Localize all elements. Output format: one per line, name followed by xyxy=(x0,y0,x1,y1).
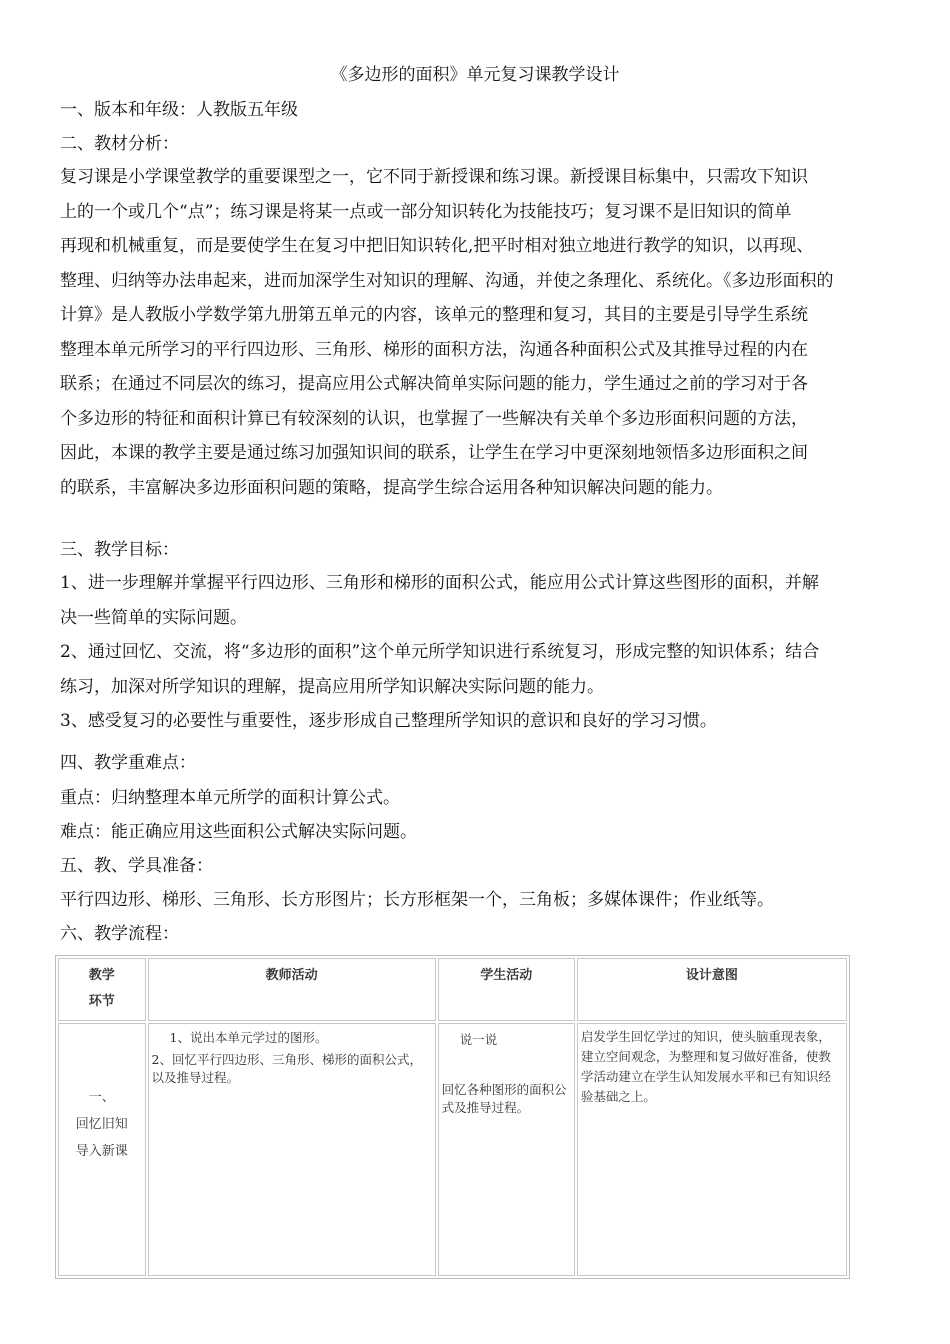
section-flow-heading: 六、教学流程： xyxy=(60,924,179,944)
stage-cell xyxy=(58,1023,146,1276)
key-point: 重点：归纳整理本单元所学的面积计算公式。 xyxy=(60,788,400,808)
analysis-paragraph xyxy=(60,160,896,505)
section-edition: 一、版本和年级：人教版五年级 xyxy=(60,100,298,120)
difficult-point: 难点：能正确应用这些面积公式解决实际问题。 xyxy=(60,822,417,842)
design-intent-cell xyxy=(577,1023,847,1276)
analysis-line: 再现和机械重复，而是要使学生在复习中把旧知识转化,把平时相对独立地进行教学的知识，以再现、 xyxy=(60,236,814,256)
goal-line: 2、通过回忆、交流，将“多边形的面积”这个单元所学知识进行系统复习，形成完整的知识体系；结合 xyxy=(60,642,820,662)
header-stage-line: 环节 xyxy=(88,994,115,1009)
student-activity-item: 回忆各种图形的面积公式及推导过程。 xyxy=(441,1082,567,1115)
goal-line: 决一些简单的实际问题。 xyxy=(60,607,247,628)
goals-paragraph xyxy=(60,566,896,739)
goal-line: 1、进一步理解并掌握平行四边形、三角形和梯形的面积公式，能应用公式计算这些图形的面积，并解 xyxy=(60,573,819,593)
goal-line: 3、感受复习的必要性与重要性，逐步形成自己整理所学知识的意识和良好的学习习惯。 xyxy=(60,711,717,731)
section-analysis-heading: 二、教材分析： xyxy=(60,134,179,154)
analysis-line: 计算》是人教版小学数学第九册第五单元的内容，该单元的整理和复习，其目的主要是引导学生系统 xyxy=(60,305,808,325)
section-materials-heading: 五、教、学具准备： xyxy=(60,856,213,876)
table-header-row xyxy=(58,958,847,1021)
header-intent: 设计意图 xyxy=(577,958,847,1021)
teaching-flow-table xyxy=(55,955,850,1279)
header-student: 学生活动 xyxy=(438,958,575,1021)
header-stage xyxy=(58,958,146,1021)
teacher-activity-cell xyxy=(148,1023,436,1276)
section-goals-heading: 三、教学目标： xyxy=(60,540,179,560)
analysis-line: 因此，本课的教学主要是通过练习加强知识间的联系，让学生在学习中更深刻地领悟多边形面积之间 xyxy=(60,443,808,463)
student-activity-cell xyxy=(438,1023,575,1276)
analysis-line: 复习课是小学课堂教学的重要课型之一，它不同于新授课和练习课。新授课目标集中，只需攻下知识 xyxy=(60,167,808,187)
header-teacher: 教师活动 xyxy=(148,958,436,1021)
analysis-line: 整理本单元所学习的平行四边形、三角形、梯形的面积方法，沟通各种面积公式及其推导过程的内在 xyxy=(60,339,808,360)
analysis-line: 联系；在通过不同层次的练习，提高应用公式解决简单实际问题的能力，学生通过之前的学习对于各 xyxy=(60,374,808,394)
analysis-line: 上的一个或几个“点”；练习课是将某一点或一部分知识转化为技能技巧；复习课不是旧知识的简单 xyxy=(60,201,792,222)
section-keypoints-heading: 四、教学重难点： xyxy=(60,753,196,773)
table-row xyxy=(58,1023,847,1276)
materials-list: 平行四边形、梯形、三角形、长方形图片；长方形框架一个，三角板；多媒体课件；作业纸等。 xyxy=(60,890,774,910)
stage-line: 回忆旧知 xyxy=(75,1117,128,1132)
analysis-line: 个多边形的特征和面积计算已有较深刻的认识，也掌握了一些解决有关单个多边形面积问题的方法， xyxy=(60,408,808,429)
document-title: 《多边形的面积》单元复习课教学设计 xyxy=(330,65,620,85)
teacher-activity-item: 1、说出本单元学过的图形。 xyxy=(169,1030,328,1045)
goal-line: 练习，加深对所学知识的理解，提高应用所学知识解决实际问题的能力。 xyxy=(60,676,604,697)
analysis-line: 整理、归纳等办法串起来，进而加深学生对知识的理解、沟通，并使之条理化、系统化。《多边形面积的 xyxy=(60,270,834,291)
analysis-line: 的联系，丰富解决多边形面积问题的策略，提高学生综合运用各种知识解决问题的能力。 xyxy=(60,477,723,498)
stage-line: 导入新课 xyxy=(75,1144,128,1159)
student-activity-item: 说一说 xyxy=(459,1032,498,1047)
header-stage-line: 教学 xyxy=(88,968,115,983)
design-intent-text: 启发学生回忆学过的知识，使头脑重现表象，建立空间观念，为整理和复习做好准备，使教学活动建立在学生认知发展水平和已有知识经验基础之上。 xyxy=(580,1029,831,1104)
stage-line: 一、 xyxy=(88,1090,115,1105)
teacher-activity-item: 2、回忆平行四边形、三角形、梯形的面积公式，以及推导过程。 xyxy=(151,1052,422,1085)
